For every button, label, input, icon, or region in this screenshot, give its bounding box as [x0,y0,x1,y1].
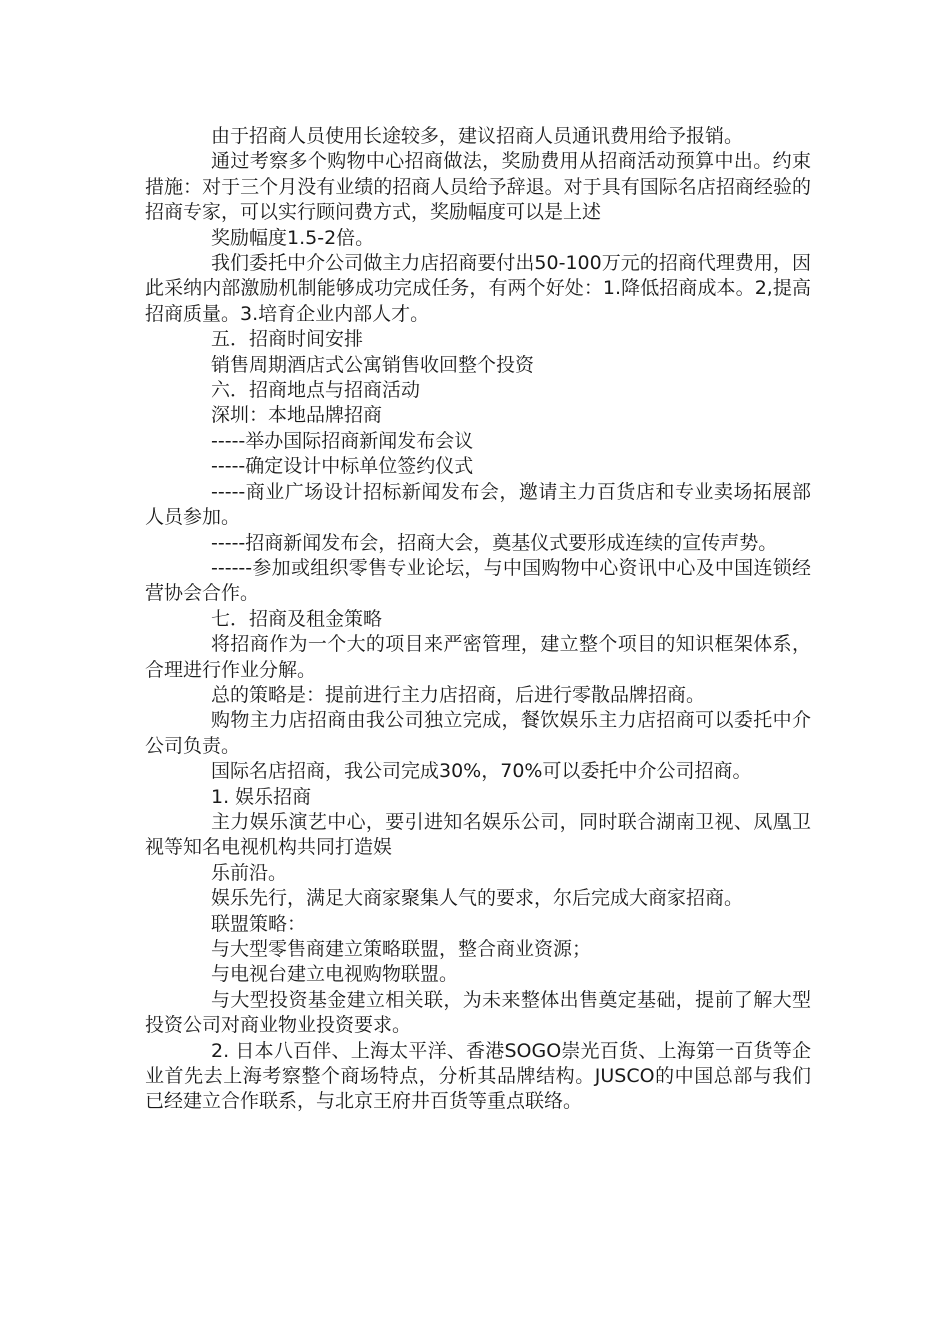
document-body [145,124,811,1115]
paragraph: 由于招商人员使用长途较多，建议招商人员通讯费用给予报销。 [211,125,744,147]
paragraph: 我们委托中介公司做主力店招商要付出50-100万元的招商代理费用，因此采纳内部激励机制能够成功完成任务，有两个好处：1.降低招商成本。2,提高招商质量。3.培育企业内部人才。 [145,252,811,325]
paragraph: 国际名店招商，我公司完成30%，70%可以委托中介公司招商。 [211,760,752,783]
paragraph: 与电视台建立电视购物联盟。 [211,963,459,986]
section-heading: 七．招商及租金策略 [211,607,383,630]
paragraph: 购物主力店招商由我公司独立完成，餐饮娱乐主力店招商可以委托中介公司负责。 [145,709,811,757]
subsection-heading: 1. 娱乐招商 [211,785,312,808]
list-item: ------参加或组织零售专业论坛，与中国购物中心资讯中心及中国连锁经营协会合作。 [145,556,811,605]
paragraph: 娱乐先行，满足大商家聚集人气的要求，尔后完成大商家招商。 [211,887,744,910]
paragraph: 联盟策略： [211,912,307,935]
paragraph: 深圳：本地品牌招商 [211,404,383,427]
paragraph: 奖励幅度1.5-2倍。 [211,226,375,249]
paragraph: 与大型投资基金建立相关联，为未来整体出售奠定基础，提前了解大型投资公司对商业物业投资要求。 [145,988,811,1037]
paragraph: 与大型零售商建立策略联盟，整合商业资源； [211,938,592,960]
paragraph: 乐前沿。 [211,861,288,884]
paragraph: 总的策略是：提前进行主力店招商，后进行零散品牌招商。 [211,683,706,706]
paragraph: 主力娱乐演艺中心，要引进知名娱乐公司，同时联合湖南卫视、凤凰卫视等知名电视机构共同打造娱 [145,810,811,859]
list-item: -----确定设计中标单位签约仪式 [211,455,474,478]
section-heading: 五．招商时间安排 [211,328,364,351]
list-item: -----商业广场设计招标新闻发布会，邀请主力百货店和专业卖场拓展部人员参加。 [145,480,811,529]
section-heading: 六．招商地点与招商活动 [211,379,421,402]
list-item: -----举办国际招商新闻发布会议 [211,429,474,452]
paragraph: 将招商作为一个大的项目来严密管理，建立整个项目的知识框架体系，合理进行作业分解。 [145,633,811,681]
list-item: -----招商新闻发布会，招商大会，奠基仪式要形成连续的宣传声势。 [211,531,778,554]
paragraph: 销售周期酒店式公寓销售收回整个投资 [211,353,535,376]
paragraph: 通过考察多个购物中心招商做法，奖励费用从招商活动预算中出。约束措施：对于三个月没有业绩的招商人员给予辞退。对于具有国际名店招商经验的招商专家，可以实行顾问费方式，奖励幅度可以是上述 [145,150,811,224]
paragraph: 2. 日本八百伴、上海太平洋、香港SOGO崇光百货、上海第一百货等企业首先去上海考察整个商场特点，分析其品牌结构。JUSCO的中国总部与我们已经建立合作联系，与北京王府井百货等重点联络。 [145,1039,811,1113]
